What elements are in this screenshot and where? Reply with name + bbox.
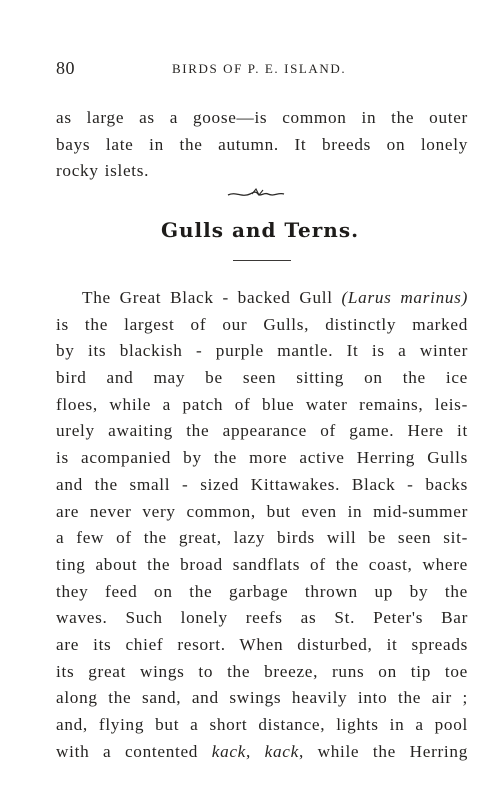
text-line: [56, 739, 468, 766]
text-line: bays late in the autumn. It breeds on lonely: [56, 134, 468, 154]
text-line: [56, 285, 468, 312]
section-heading: Gulls and Terns.: [160, 218, 360, 242]
text-line: is acompanied by the more active Herring Gulls: [56, 448, 468, 468]
running-title: BIRDS OF P. E. ISLAND.: [172, 61, 347, 76]
text-span: with a contented: [56, 741, 212, 761]
running-header: [56, 56, 451, 80]
text-line: they feed on the garbage thrown up by the: [56, 581, 468, 601]
heading-rule: [233, 260, 291, 261]
gull-paragraph: [56, 285, 468, 765]
text-line: rocky islets.: [56, 161, 150, 181]
text-line: as large as a goose—is common in the outer: [56, 108, 468, 127]
text-line: ting about the broad sandflats of the coast, where: [56, 554, 468, 574]
text-span: The Great Black - backed Gull: [82, 288, 342, 307]
text-line: urely awaiting the appearance of game. Here it: [56, 421, 468, 441]
page-number: 80: [56, 58, 75, 78]
text-line: is the largest of our Gulls, distinctly marked: [56, 314, 468, 334]
ornament-flourish-icon: [226, 186, 286, 202]
text-line: and the small - sized Kittawakes. Black - backs: [56, 474, 468, 494]
latin-name: (Larus marinus): [341, 288, 468, 307]
text-line: and, flying but a short distance, lights in a pool: [56, 715, 468, 734]
text-line: a few of the great, lazy birds will be seen sit-: [56, 528, 468, 548]
text-line: bird and may be seen sitting on the ice: [56, 368, 468, 388]
text-span: , while the Herring: [298, 741, 468, 761]
text-line: are its chief resort. When disturbed, it spreads: [56, 634, 468, 654]
text-line: floes, while a patch of blue water remains, leis-: [56, 394, 468, 414]
italic-word: kack: [211, 741, 247, 761]
text-line: its great wings to the breeze, runs on tip toe: [56, 661, 468, 681]
text-line: are never very common, but even in mid-summer: [56, 501, 468, 521]
continuation-paragraph: [56, 105, 468, 185]
text-line: by its blackish - purple mantle. It is a winter: [56, 341, 468, 361]
italic-word: kack: [264, 741, 299, 761]
text-line: waves. Such lonely reefs as St. Peter's Bar: [56, 608, 468, 628]
text-line: along the sand, and swings heavily into the air ;: [56, 688, 468, 708]
text-span: ,: [246, 741, 265, 761]
